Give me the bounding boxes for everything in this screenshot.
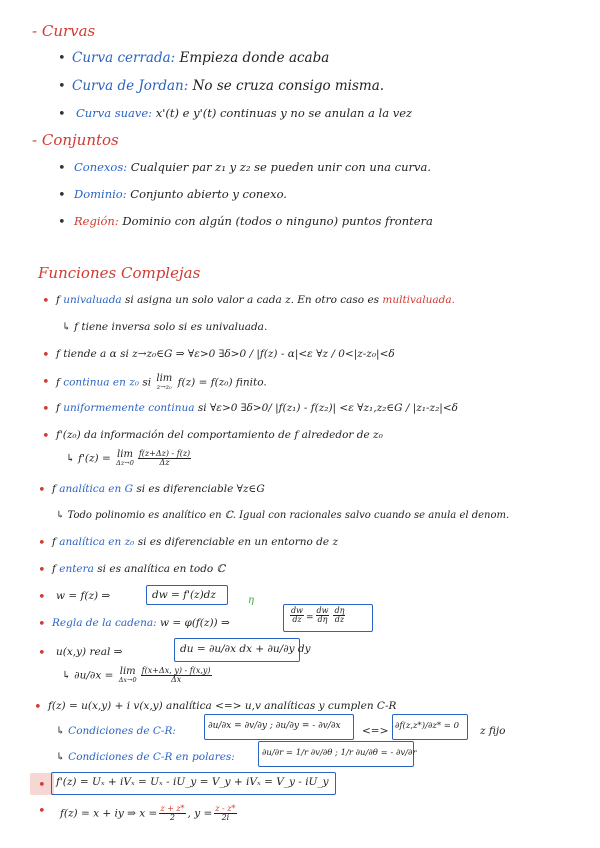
eta-annotation: η [248,595,254,606]
term: Curva suave: [76,106,153,120]
bullet: • [38,483,46,498]
item-w-lhs: w = f(z) ⇒ [56,590,111,602]
bullet: • [58,79,66,94]
desc: No se cruza consigo misma. [192,78,385,94]
bullet: • [38,646,46,661]
section-title-curvas: - Curvas [32,22,96,40]
formula-chain: $\frac{dw}{dz}$ = $\frac{dw}{d\eta}$ $\frac{d\eta}{dz}$ [291,606,345,624]
list-item-conexos [74,162,431,174]
item-deriv-info: f'(z₀) da información del comportamiento de f alrededor de z₀ [56,429,383,441]
bullet: • [58,215,66,230]
limit-expr: lim z→z₀ [156,373,173,391]
item-cadena: Regla de la cadena: w = φ(f(z)) ⇒ [52,617,230,629]
formula-cr: ∂u/∂x = ∂v/∂y ; ∂u/∂y = - ∂v/∂x [208,721,341,731]
item-univaluada: f univaluada si asigna un solo valor a cada z. En otro caso es multivaluada. [56,294,455,306]
bullet: • [42,429,50,444]
bullet: • [58,188,66,203]
term: Conexos: [74,160,128,174]
formula-dw: dw = f'(z)dz [152,589,216,601]
desc: Conjunto abierto y conexo. [130,187,287,201]
desc: Cualquier par z₁ y z₂ se pueden unir con una curva. [130,160,432,174]
list-item-curva-jordan [72,80,384,94]
item-cr-polares: ↳ Condiciones de C-R en polares: [56,751,235,763]
iff-symbol: <=> [362,725,389,737]
bullet: • [38,590,46,605]
bullet: • [34,700,42,715]
item-polinomio: ↳ Todo polinomio es analítico en ℂ. Igual con racionales salvo cuando se anula el denom. [56,510,510,521]
desc: x'(t) e y'(t) continuas y no se anulan a la vez [155,106,413,120]
formula-cr-complex: ∂f(z,z*)/∂z* = 0 [395,721,460,731]
formula-du: du = ∂u/∂x dx + ∂u/∂y dy [180,643,311,655]
cr-tail: z fijo [480,725,506,737]
item-entera: f entera si es analítica en todo ℂ [52,563,225,575]
bullet: • [42,294,50,309]
section-title-funciones: Funciones Complejas [38,264,201,282]
bullet: • [58,51,66,66]
list-item-region [74,216,433,228]
bullet: • [38,778,46,793]
item-uniforme: f uniformemente continua si ∀ε>0 ∃δ>0/ |f(z₁) - f(z₂)| <ε ∀z₁,z₂∈G / |z₁-z₂|<δ [56,402,458,414]
item-deriv-def: ↳ f'(z) = lim Δz→0 $\frac{f(z+\Delta z) - f(z)}{\Delta z}$ [66,449,191,468]
desc: Dominio con algún (todos o ninguno) puntos frontera [122,214,433,228]
item-cr-intro: f(z) = u(x,y) + i v(x,y) analítica <=> u,v analíticas y cumplen C-R [48,700,397,712]
list-item-curva-cerrada [72,52,329,66]
bullet: • [38,563,46,578]
item-real: u(x,y) real ⇒ [56,646,123,658]
bullet: • [38,617,46,632]
item-last: f(z) = x + iy ⇒ x = $\frac{z + z*}{2}$ , y = $\frac{z - z*}{2i}$ [60,804,236,822]
bullet: • [38,804,46,819]
item-inversa: ↳ f tiene inversa solo si es univaluada. [62,321,268,333]
bullet: • [42,402,50,417]
item-cr: ↳ Condiciones de C-R: [56,725,176,737]
bullet: • [58,161,66,176]
term: Región: [74,214,119,228]
list-item-curva-suave [76,108,412,120]
fraction: $\frac{f(z+\Delta z) - f(z)}{\Delta z}$ [138,449,191,467]
section-title-conjuntos: - Conjuntos [32,131,119,149]
term: Dominio: [74,187,127,201]
list-item-dominio [74,189,287,201]
bullet: • [42,375,50,390]
item-limite: f tiende a α si z→z₀∈G ⇒ ∀ε>0 ∃δ>0 / |f(z) - α|<ε ∀z / 0<|z-z₀|<δ [56,348,395,360]
term: Curva de Jordan: [72,78,189,94]
item-analitica-G: f analítica en G si es diferenciable ∀z∈G [52,483,265,495]
item-partial-def: ↳ ∂u/∂x = lim Δx→0 $\frac{f(x+\Delta x, y) - f(x,y)}{\Delta x}$ [62,666,211,685]
desc: Empieza donde acaba [179,50,330,66]
item-continua: f continua en z₀ si lim z→z₀ f(z) = f(z₀) finito. [56,373,267,391]
bullet: • [42,348,50,363]
bullet: • [58,107,66,122]
item-analitica-z0: f analítica en z₀ si es diferenciable en un entorno de z [52,536,338,548]
formula-fprime: f'(z) = Uₓ + iVₓ = Uₓ - iU_y = V_y + iVₓ = V_y - iU_y [56,776,329,788]
bullet: • [38,536,46,551]
formula-cr-polar: ∂u/∂r = 1/r ∂v/∂θ ; 1/r ∂u/∂θ = - ∂v/∂r [262,748,417,758]
term: Curva cerrada: [72,50,176,66]
